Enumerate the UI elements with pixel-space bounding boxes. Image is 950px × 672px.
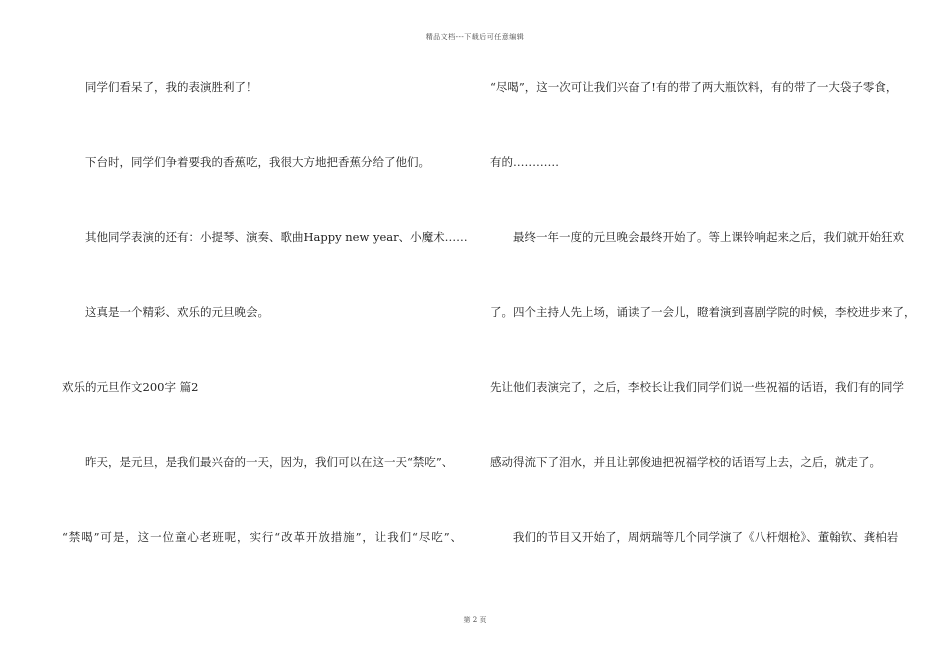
paragraph-line: 昨天，是元旦，是我们最兴奋的一天，因为，我们可以在这一天“禁吃”、 <box>85 455 454 469</box>
paragraph-line: 同学们看呆了，我的表演胜利了！ <box>85 80 258 94</box>
paragraph-line: 最终一年一度的元旦晚会最终开始了。等上课铃响起来之后，我们就开始狂欢 <box>513 230 904 244</box>
page-number: 第 2 页 <box>463 616 487 624</box>
page-header: 精品文档---下载后可任意编辑 <box>425 33 525 41</box>
paragraph-line: 有的………… <box>490 155 559 169</box>
paragraph-line: 下台时，同学们争着要我的香蕉吃，我很大方地把香蕉分给了他们。 <box>85 155 430 169</box>
left-column <box>62 0 468 672</box>
paragraph-line: 先让他们表演完了，之后，李校长让我们同学们说一些祝福的话语，我们有的同学 <box>490 380 904 394</box>
section-heading: 欢乐的元旦作文200字 篇2 <box>62 380 199 394</box>
paragraph-line: 这真是一个精彩、欢乐的元旦晚会。 <box>85 305 269 319</box>
paragraph-line: 感动得流下了泪水，并且让郭俊迪把祝福学校的话语写上去，之后，就走了。 <box>490 455 881 469</box>
paragraph-line: “尽喝”，这一次可让我们兴奋了!有的带了两大瓶饮料，有的带了一大袋子零食， <box>490 80 898 94</box>
paragraph-line: 我们的节目又开始了，周炳瑞等几个同学演了《八杆烟枪》、董翰钦、龚柏岩 <box>513 530 899 544</box>
right-column <box>490 0 916 672</box>
paragraph-line: 其他同学表演的还有：小提琴、演奏、歌曲Happy new year、小魔术…… <box>85 230 468 244</box>
paragraph-line: 了。四个主持人先上场，诵读了一会儿，瞪着演到喜剧学院的时候，李校进步来了， <box>490 305 916 319</box>
paragraph-line: “禁喝”可是，这一位童心老班呢，实行“改革开放措施”，让我们“尽吃”、 <box>62 530 462 544</box>
